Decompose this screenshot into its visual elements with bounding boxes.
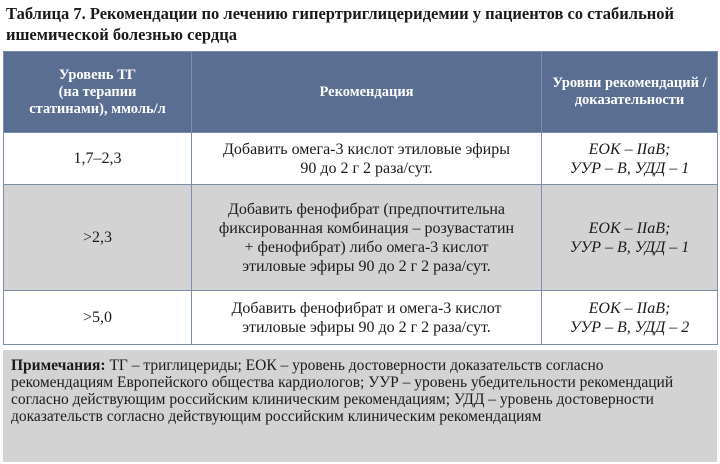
cell-recommendation: Добавить омега-3 кислот этиловые эфиры 90 до 2 г 2 раза/сут. <box>192 133 542 185</box>
recommendations-table <box>3 51 718 345</box>
header-tg-level: Уровень ТГ (на терапии статинами), ммоль/л <box>4 52 192 133</box>
table-row <box>4 133 718 185</box>
notes-label: Примечания: <box>11 357 106 374</box>
table-title: Таблица 7. Рекомендации по лечению гипертриглицеридемии у пациентов со стабильной ишемической болезнью сердца <box>6 4 675 44</box>
table-row <box>4 185 718 291</box>
cell-evidence: ЕОК – IIaB; УУР – B, УДД – 2 <box>542 291 718 345</box>
cell-tg-level: >2,3 <box>4 185 192 291</box>
table-notes <box>3 350 717 462</box>
cell-recommendation: Добавить фенофибрат (предпочтительна фиксированная комбинация – розувастатин + фенофибрат) либо омега-3 кислот этиловые эфиры 90 до 2 г 2 раза/сут. <box>192 185 542 291</box>
table-row <box>4 291 718 345</box>
cell-tg-level: 1,7–2,3 <box>4 133 192 185</box>
header-recommendation: Рекомендация <box>192 52 542 133</box>
notes-text: ТГ – триглицериды; ЕОК – уровень достоверности доказательств согласно рекомендациям Европейского общества кардиологов; УУР – уровень убедительности рекомендаций согласно действующим российским клиническим рекомендациям; УДД – уровень достоверности доказательств согласно действующим российским клиническим рекомендациям <box>11 357 674 425</box>
table-header-row <box>4 52 718 133</box>
header-evidence-levels: Уровни рекомендаций / доказательности <box>542 52 718 133</box>
cell-tg-level: >5,0 <box>4 291 192 345</box>
cell-recommendation: Добавить фенофибрат и омега-3 кислот этиловые эфиры 90 до 2 г 2 раза/сут. <box>192 291 542 345</box>
cell-evidence: ЕОК – IIaB; УУР – B, УДД – 1 <box>542 133 718 185</box>
cell-evidence: ЕОК – IIaB; УУР – B, УДД – 1 <box>542 185 718 291</box>
